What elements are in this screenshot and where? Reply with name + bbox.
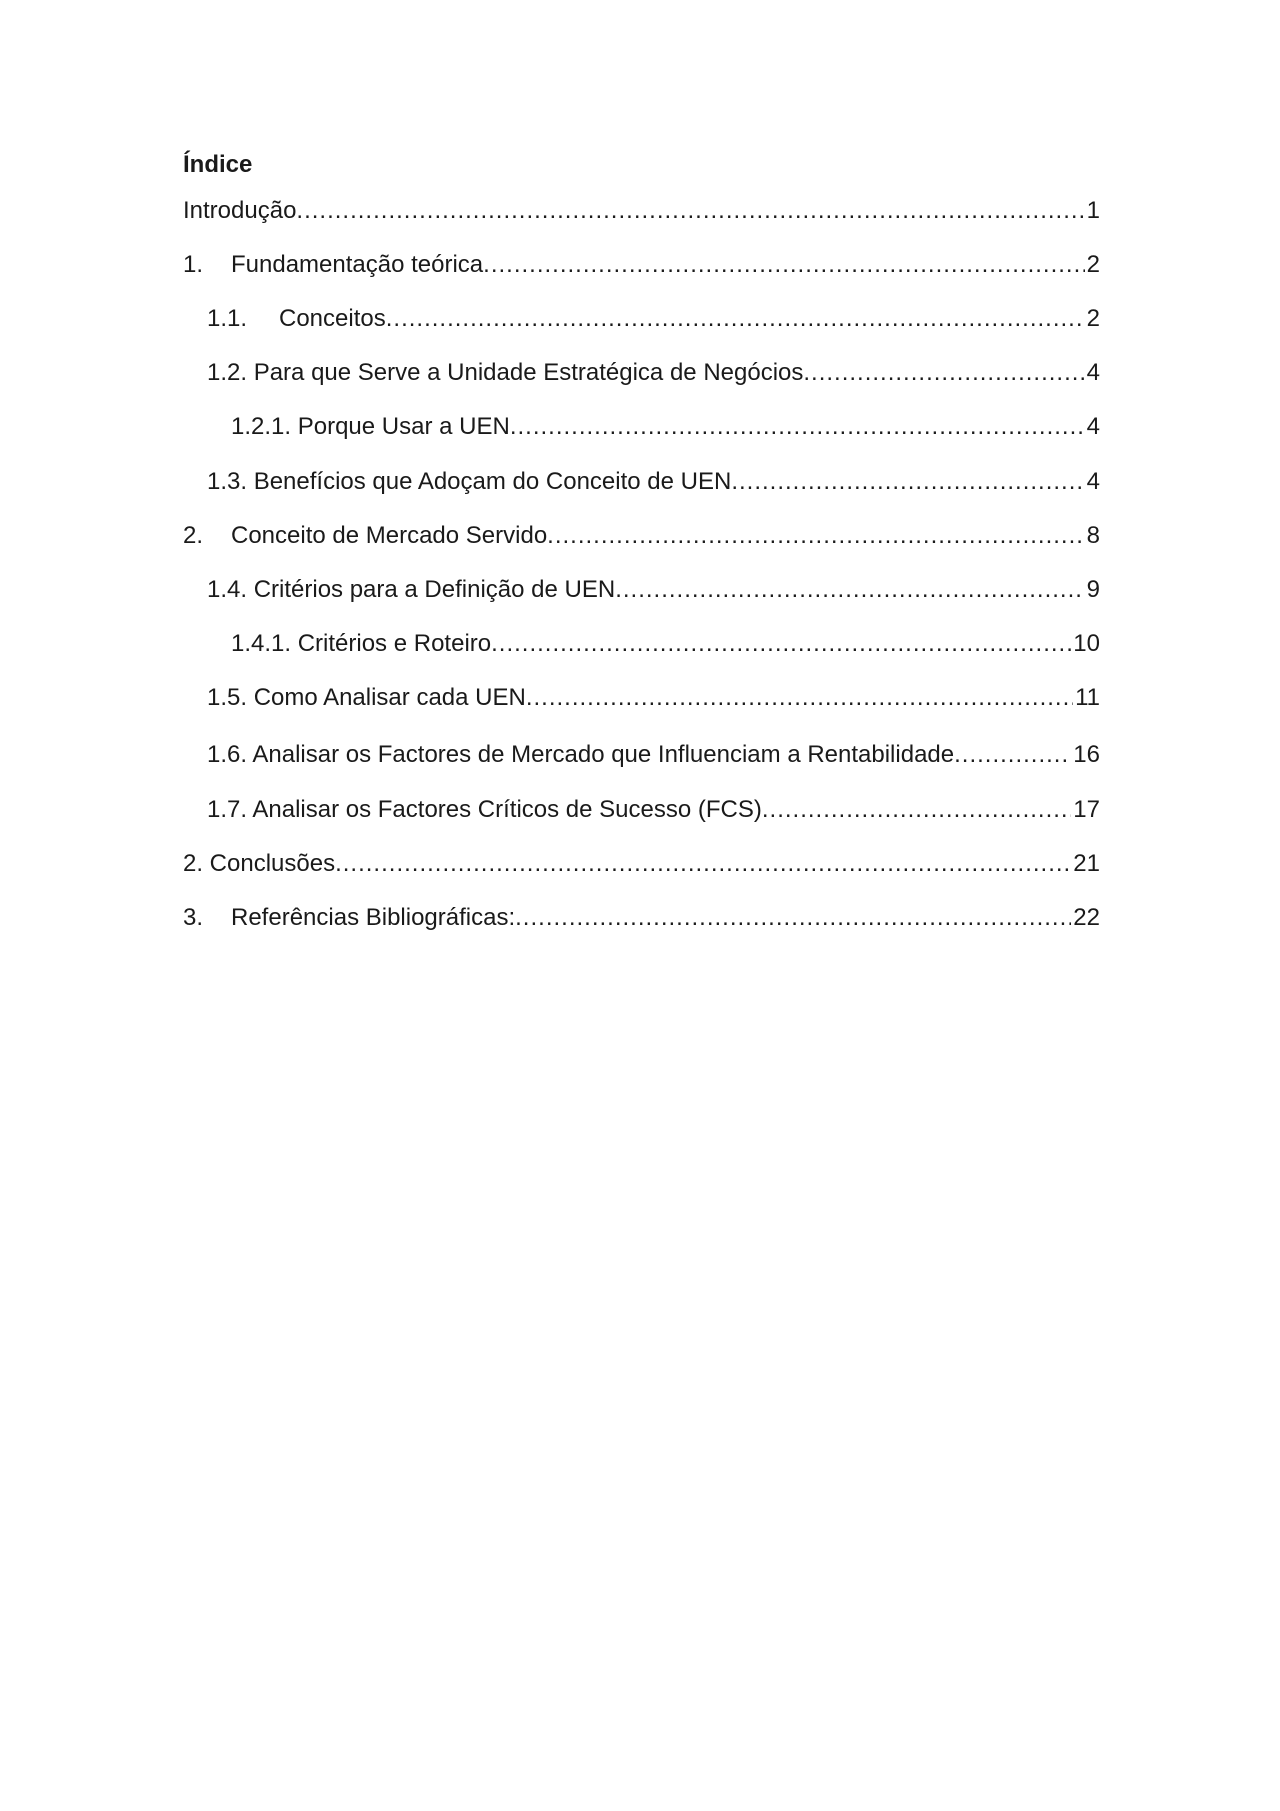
toc-entry-porque-usar[interactable] [183,410,1100,444]
toc-entry-page: 4 [1086,468,1100,495]
toc-dot-leader [510,410,1085,444]
toc-entry-label: 1.2. Para que Serve a Unidade Estratégica de Negócios [207,359,804,386]
toc-entry-page: 2 [1086,251,1100,278]
toc-entry-como-analisar[interactable] [183,681,1100,715]
toc-entry-factores-mercado[interactable] [183,738,1100,772]
toc-dot-leader [803,356,1084,390]
toc-dot-leader [296,194,1084,228]
toc-entry-conclusoes[interactable] [183,847,1100,881]
toc-entry-page: 11 [1075,684,1100,711]
toc-entry-page: 10 [1073,630,1100,657]
toc-entry-label: 1.2.1. Porque Usar a UEN [231,413,510,440]
toc-entry-factores-criticos[interactable] [183,793,1100,827]
toc-dot-leader [483,248,1084,282]
toc-entry-para-que-serve[interactable] [183,356,1100,390]
toc-entry-label: Introdução [183,197,297,224]
toc-dot-leader [731,465,1084,499]
toc-entry-label: Conceitos [279,305,386,332]
toc-entry-page: 4 [1086,359,1100,386]
toc-entry-label: Referências Bibliográficas: [231,904,516,931]
toc-dot-leader [547,519,1084,553]
toc-dot-leader [526,681,1073,715]
toc-dot-leader [386,302,1085,336]
toc-entry-beneficios[interactable] [183,465,1100,499]
toc-entry-label: Fundamentação teórica [231,251,484,278]
toc-entry-number: 3. [183,904,204,931]
toc-entry-label: 1.7. Analisar os Factores Críticos de Sucesso (FCS) [207,796,762,823]
toc-entry-page: 22 [1073,904,1100,931]
toc-entry-criterios-roteiro[interactable] [183,627,1100,661]
toc-dot-leader [954,738,1071,772]
toc-entry-label: 2. Conclusões [183,850,336,877]
toc-entry-label: 1.5. Como Analisar cada UEN [207,684,526,711]
toc-dot-leader [491,627,1071,661]
toc-entry-page: 2 [1086,305,1100,332]
toc-entry-label: 1.3. Benefícios que Adoçam do Conceito de UEN [207,468,732,495]
toc-entry-page: 8 [1086,522,1100,549]
toc-entry-page: 9 [1086,576,1100,603]
toc-entry-mercado-servido[interactable] [183,519,1100,553]
toc-dot-leader [762,793,1071,827]
toc-title: Índice [183,151,253,178]
toc-entry-page: 1 [1086,197,1100,224]
toc-entry-label: 1.4.1. Critérios e Roteiro [231,630,492,657]
toc-entry-label: Conceito de Mercado Servido [231,522,548,549]
toc-entry-referencias[interactable] [183,901,1100,935]
toc-entry-conceitos[interactable] [183,302,1100,336]
toc-entry-criterios-definicao[interactable] [183,573,1100,607]
toc-entry-page: 17 [1073,796,1100,823]
table-of-contents [183,148,1100,931]
toc-entry-number: 2. [183,522,204,549]
toc-entry-number: 1. [183,251,204,278]
toc-entry-page: 16 [1073,741,1100,768]
toc-dot-leader [615,573,1084,607]
toc-dot-leader [335,847,1071,881]
toc-entry-fundamentacao[interactable] [183,248,1100,282]
toc-entry-introducao[interactable] [183,194,1100,228]
toc-entry-page: 21 [1073,850,1100,877]
toc-entry-page: 4 [1086,413,1100,440]
toc-entry-label: 1.4. Critérios para a Definição de UEN [207,576,616,603]
toc-entry-number: 1.1. [207,305,248,332]
toc-dot-leader [515,901,1071,935]
toc-entry-label: 1.6. Analisar os Factores de Mercado que Influenciam a Rentabilidade [207,741,955,768]
